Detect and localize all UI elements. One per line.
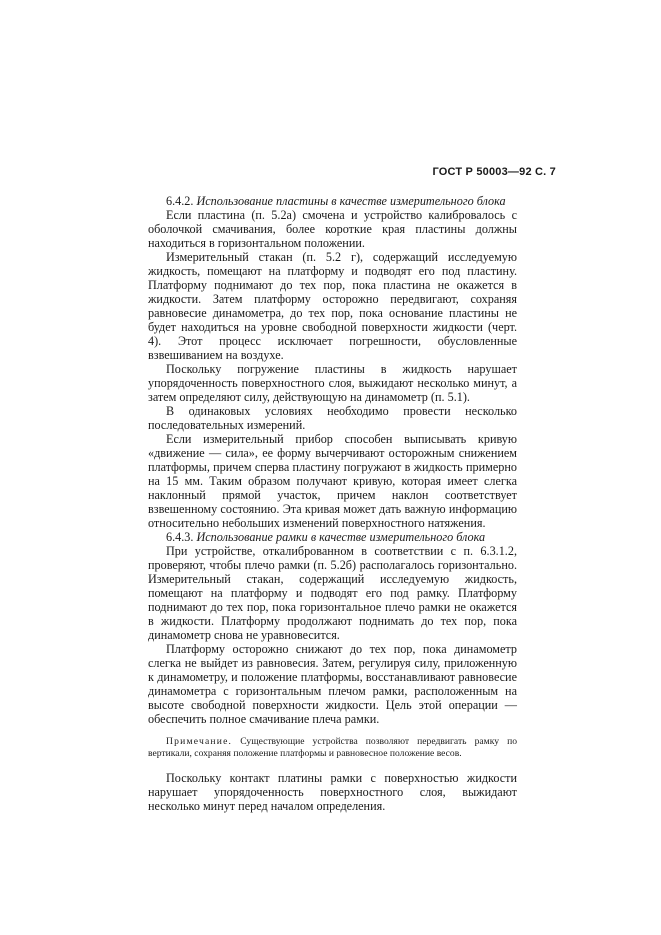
section-number: 6.4.2.: [166, 194, 194, 208]
section-heading-6-4-2: [148, 194, 517, 208]
paragraph: Платформу осторожно снижают до тех пор, пока динамометр слегка не выйдет из равновесия. Затем, регулируя силу, приложенную к динамометру, и положение платформы, восстанавливают равновесие динамометра с горизонтальным плечом рамки, расположенным на высоте свободной поверхности жидкости. Цель этой операции — обеспечить полное смачивание плеча рамки.: [148, 642, 517, 726]
paragraph: Если измерительный прибор способен выписывать кривую «движение — сила», ее форму вычерчивают осторожным снижением платформы, причем сперва пластину погружают в жидкость примерно на 15 мм. Таким образом получают кривую, которая имеет слегка наклонный прямой участок, причем наклон соответствует взвешенному состоянию. Эта кривая может дать важную информацию относительно небольших изменений поверхностного натяжения.: [148, 432, 517, 530]
document-body: [148, 194, 517, 813]
paragraph: Поскольку погружение пластины в жидкость нарушает упорядоченность поверхностного слоя, выжидают несколько минут, а затем определяют силу, действующую на динамометр (п. 5.1).: [148, 362, 517, 404]
section-title: Использование пластины в качестве измерительного блока: [196, 194, 506, 208]
note-text: Существующие устройства позволяют передвигать рамку по вертикали, сохраняя положение платформы и равновесное положение весов.: [148, 736, 517, 759]
section-heading-6-4-3: [148, 530, 517, 544]
paragraph: Поскольку контакт платины рамки с поверхностью жидкости нарушает упорядоченность поверхностного слоя, выжидают несколько минут перед началом определения.: [148, 771, 517, 813]
note: [148, 736, 517, 760]
section-number: 6.4.3.: [166, 530, 194, 544]
note-label: Примечание.: [166, 736, 233, 747]
paragraph: В одинаковых условиях необходимо провести несколько последовательных измерений.: [148, 404, 517, 432]
running-head: ГОСТ Р 50003—92 С. 7: [432, 166, 556, 178]
paragraph: Если пластина (п. 5.2а) смочена и устройство калибровалось с оболочкой смачивания, более короткие края пластины должны находиться в горизонтальном положении.: [148, 208, 517, 250]
section-title: Использование рамки в качестве измерительного блока: [196, 530, 486, 544]
paragraph: Измерительный стакан (п. 5.2 г), содержащий исследуемую жидкость, помещают на платформу и подводят его под пластину. Платформу поднимают до тех пор, пока пластина не окажется в жидкости. Затем платформу осторожно передвигают, сохраняя равновесие динамометра, до тех пор, пока основание пластины не будет находиться на уровне свободной поверхности жидкости (черт. 4). Этот процесс исключает погрешности, обусловленные взвешиванием на воздухе.: [148, 250, 517, 362]
paragraph: При устройстве, откалиброванном в соответствии с п. 6.3.1.2, проверяют, чтобы плечо рамки (п. 5.2б) располагалось горизонтально. Измерительный стакан, содержащий исследуемую жидкость, помещают на платформу и подводят его под рамку. Платформу поднимают до тех пор, пока горизонтальное плечо рамки не окажется в жидкости. Платформу продолжают поднимать до тех пор, пока динамометр снова не уравновесится.: [148, 544, 517, 642]
